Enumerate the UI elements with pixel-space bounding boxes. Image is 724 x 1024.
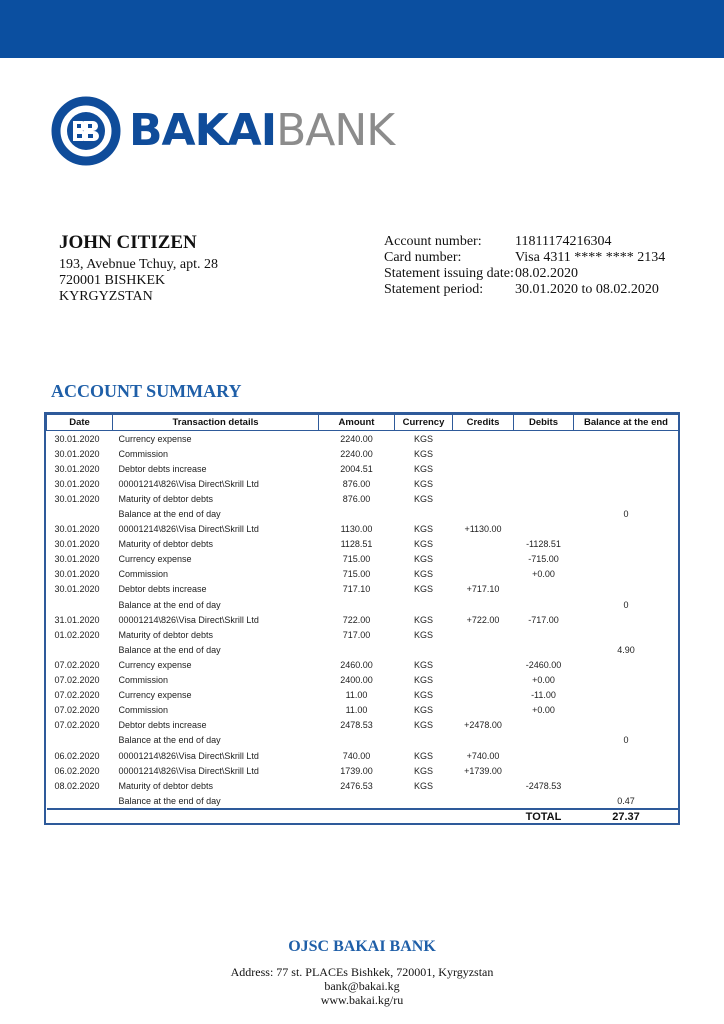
cell-balance	[574, 476, 679, 491]
cell-details: Currency expense	[118, 433, 192, 444]
meta-row-account-number	[384, 234, 665, 250]
cell-balance	[574, 537, 679, 552]
cell-balance	[574, 446, 679, 461]
cell-details: Commission	[118, 448, 169, 459]
cell-debits	[514, 627, 574, 642]
cell-date: 30.01.2020	[54, 478, 100, 489]
cell-currency: KGS	[413, 614, 433, 625]
cell-balance	[574, 491, 679, 506]
table-row	[47, 431, 679, 447]
cell-credits	[453, 793, 514, 809]
cell-debits	[514, 446, 574, 461]
footer-bank-name: OJSC BAKAI BANK	[288, 938, 436, 955]
cell-credits	[453, 506, 514, 521]
cell-details: Debtor debts increase	[118, 584, 207, 595]
column-header-date: Date	[47, 415, 113, 431]
transactions-table	[44, 412, 680, 825]
cell-date: 31.01.2020	[54, 614, 100, 625]
table-row	[47, 657, 679, 672]
cell-details: Balance at the end of day	[118, 644, 221, 655]
cell-credits: +740.00	[466, 750, 500, 761]
cell-details: Commission	[118, 705, 169, 716]
cell-amount	[319, 506, 395, 521]
cell-details: Commission	[118, 569, 169, 580]
cell-credits	[453, 446, 514, 461]
cell-currency	[395, 506, 453, 521]
cell-balance: 0	[623, 735, 629, 746]
meta-label: Statement issuing date:	[384, 266, 514, 281]
table-row	[47, 597, 679, 612]
cell-details: Debtor debts increase	[118, 720, 207, 731]
cell-debits	[514, 642, 574, 657]
table-row	[47, 537, 679, 552]
table-row	[47, 522, 679, 537]
table-total-row	[47, 809, 679, 823]
cell-credits	[453, 537, 514, 552]
cell-debits: -717.00	[528, 614, 559, 625]
cell-amount: 2240.00	[340, 448, 373, 459]
cell-date: 06.02.2020	[54, 765, 100, 776]
cell-credits	[453, 642, 514, 657]
cell-details: 00001214\826\Visa Direct\Skrill Ltd	[118, 478, 259, 489]
cell-balance	[574, 703, 679, 718]
table-row	[47, 778, 679, 793]
cell-credits	[453, 476, 514, 491]
cell-amount: 2460.00	[340, 659, 373, 670]
cell-date: 30.01.2020	[54, 584, 100, 595]
cell-details: Balance at the end of day	[118, 509, 221, 520]
cell-balance	[574, 688, 679, 703]
cell-debits	[514, 476, 574, 491]
table-row	[47, 627, 679, 642]
cell-currency: KGS	[413, 629, 433, 640]
meta-label: Account number:	[384, 234, 482, 249]
cell-debits: -1128.51	[526, 539, 561, 550]
cell-date: 30.01.2020	[54, 539, 100, 550]
cell-amount: 2400.00	[340, 675, 373, 686]
cell-debits	[514, 733, 574, 748]
cell-debits: -2478.53	[525, 780, 562, 791]
footer-contact	[0, 965, 724, 1007]
cell-debits	[514, 763, 574, 778]
cell-currency: KGS	[413, 569, 433, 580]
cell-amount: 876.00	[342, 493, 371, 504]
cell-credits	[453, 431, 514, 447]
table-row	[47, 506, 679, 521]
cell-currency: KGS	[413, 463, 433, 474]
cell-amount: 715.00	[342, 554, 371, 565]
cell-date: 30.01.2020	[54, 448, 100, 459]
footer-website: www.bakai.kg/ru	[320, 993, 404, 1007]
cell-credits	[453, 688, 514, 703]
cell-details: Maturity of debtor debts	[118, 539, 214, 550]
cell-balance: 0.47	[617, 795, 635, 806]
table-row	[47, 718, 679, 733]
table-row	[47, 793, 679, 809]
cell-details: Balance at the end of day	[118, 599, 221, 610]
cell-details: Currency expense	[118, 659, 192, 670]
cell-currency: KGS	[413, 448, 433, 459]
cell-debits	[514, 522, 574, 537]
table-row	[47, 567, 679, 582]
cell-details: Currency expense	[118, 690, 192, 701]
cell-date: 06.02.2020	[54, 750, 100, 761]
table-row	[47, 703, 679, 718]
cell-credits	[453, 778, 514, 793]
table-row	[47, 491, 679, 506]
cell-balance	[574, 461, 679, 476]
cell-amount: 2476.53	[340, 780, 373, 791]
customer-name: JOHN CITIZEN	[59, 232, 197, 253]
cell-date: 07.02.2020	[54, 675, 100, 686]
cell-amount	[319, 733, 395, 748]
cell-balance	[574, 431, 679, 447]
cell-credits: +722.00	[466, 614, 500, 625]
logo-text-light: BANK	[276, 105, 395, 156]
table-row	[47, 688, 679, 703]
cell-debits	[514, 793, 574, 809]
bank-logo-wordmark	[129, 105, 395, 156]
column-header-debits: Debits	[514, 415, 574, 431]
cell-details: Commission	[118, 675, 169, 686]
customer-address-line-3: KYRGYZSTAN	[59, 289, 153, 304]
cell-balance: 4.90	[617, 644, 635, 655]
cell-amount: 1128.51	[340, 539, 373, 550]
cell-balance: 0	[623, 599, 629, 610]
meta-label: Statement period:	[384, 282, 484, 297]
header-bar	[0, 0, 724, 58]
cell-amount: 11.00	[345, 690, 368, 701]
cell-details: 00001214\826\Visa Direct\Skrill Ltd	[118, 524, 259, 535]
bank-logo	[51, 96, 394, 166]
cell-credits	[453, 703, 514, 718]
cell-date: 07.02.2020	[54, 720, 100, 731]
cell-date: 30.01.2020	[54, 463, 100, 474]
cell-debits: -715.00	[528, 554, 559, 565]
cell-balance	[574, 522, 679, 537]
column-header-amount: Amount	[319, 415, 395, 431]
cell-date: 07.02.2020	[54, 705, 100, 716]
cell-amount: 717.00	[342, 629, 371, 640]
table-row	[47, 733, 679, 748]
table-body	[47, 431, 679, 810]
cell-amount: 2004.51	[340, 463, 373, 474]
cell-details: Balance at the end of day	[118, 735, 221, 746]
meta-value: 30.01.2020 to 08.02.2020	[515, 282, 659, 297]
cell-details: Balance at the end of day	[118, 795, 221, 806]
customer-address-line-1: 193, Avebnue Tchuy, apt. 28	[59, 257, 218, 272]
table-row	[47, 748, 679, 763]
total-label: TOTAL	[514, 809, 574, 823]
cell-balance: 0	[623, 509, 629, 520]
cell-balance	[574, 627, 679, 642]
table-row	[47, 461, 679, 476]
total-spacer	[47, 809, 514, 823]
column-header-balance: Balance at the end	[574, 415, 679, 431]
cell-date	[47, 733, 113, 748]
cell-amount: 717.10	[342, 584, 371, 595]
cell-credits	[453, 673, 514, 688]
cell-date	[47, 597, 113, 612]
cell-credits: +2478.00	[464, 720, 502, 731]
table-row	[47, 582, 679, 597]
table-row	[47, 673, 679, 688]
cell-amount: 876.00	[342, 478, 371, 489]
meta-value: Visa 4311 **** **** 2134	[515, 250, 666, 265]
cell-amount: 1130.00	[340, 524, 373, 535]
bank-logo-icon	[51, 96, 121, 166]
cell-debits	[514, 491, 574, 506]
cell-details: Maturity of debtor debts	[118, 629, 214, 640]
cell-credits	[453, 491, 514, 506]
cell-credits	[453, 627, 514, 642]
table-row	[47, 552, 679, 567]
cell-balance	[574, 567, 679, 582]
table-row	[47, 763, 679, 778]
cell-amount: 1739.00	[340, 765, 373, 776]
cell-credits	[453, 657, 514, 672]
cell-amount	[319, 642, 395, 657]
table-row	[47, 642, 679, 657]
cell-credits	[453, 461, 514, 476]
cell-date	[47, 506, 113, 521]
cell-currency: KGS	[413, 675, 433, 686]
cell-debits	[514, 431, 574, 447]
meta-row-card-number	[384, 250, 665, 266]
cell-debits	[514, 506, 574, 521]
cell-debits	[514, 718, 574, 733]
cell-credits	[453, 597, 514, 612]
statement-meta	[384, 234, 665, 298]
column-header-currency: Currency	[395, 415, 453, 431]
cell-balance	[574, 778, 679, 793]
cell-balance	[574, 582, 679, 597]
cell-debits	[514, 582, 574, 597]
cell-balance	[574, 673, 679, 688]
meta-value: 08.02.2020	[515, 266, 578, 281]
table-row	[47, 612, 679, 627]
cell-date: 30.01.2020	[54, 493, 100, 504]
cell-currency	[395, 642, 453, 657]
cell-balance	[574, 763, 679, 778]
cell-debits: +0.00	[532, 705, 555, 716]
logo-text-bold: BAKAI	[129, 105, 277, 156]
meta-row-issuing-date	[384, 266, 665, 282]
cell-date: 07.02.2020	[54, 659, 100, 670]
cell-balance	[574, 552, 679, 567]
cell-amount	[319, 597, 395, 612]
cell-debits	[514, 597, 574, 612]
cell-debits	[514, 748, 574, 763]
cell-balance	[574, 612, 679, 627]
table-row	[47, 446, 679, 461]
meta-label: Card number:	[384, 250, 462, 265]
cell-currency	[395, 597, 453, 612]
cell-currency: KGS	[413, 705, 433, 716]
cell-details: 00001214\826\Visa Direct\Skrill Ltd	[118, 765, 259, 776]
footer-email: bank@bakai.kg	[324, 979, 400, 993]
cell-currency: KGS	[413, 720, 433, 731]
cell-credits: +1130.00	[464, 524, 502, 535]
table-row	[47, 476, 679, 491]
cell-currency: KGS	[413, 433, 433, 444]
account-summary-title: ACCOUNT SUMMARY	[51, 381, 242, 401]
meta-row-statement-period	[384, 282, 665, 298]
cell-details: Debtor debts increase	[118, 463, 207, 474]
cell-currency: KGS	[413, 765, 433, 776]
cell-date: 30.01.2020	[54, 569, 100, 580]
cell-currency	[395, 733, 453, 748]
cell-date: 30.01.2020	[54, 433, 100, 444]
cell-currency: KGS	[413, 780, 433, 791]
cell-currency: KGS	[413, 524, 433, 535]
customer-address-line-2: 720001 BISHKEK	[59, 273, 166, 288]
cell-details: Maturity of debtor debts	[118, 780, 214, 791]
cell-amount: 2240.00	[340, 433, 373, 444]
total-value: 27.37	[574, 809, 679, 823]
cell-date: 07.02.2020	[54, 690, 100, 701]
cell-amount	[319, 793, 395, 809]
cell-balance	[574, 748, 679, 763]
cell-date: 30.01.2020	[54, 554, 100, 565]
cell-date	[47, 642, 113, 657]
cell-debits: +0.00	[532, 675, 555, 686]
cell-debits: -2460.00	[525, 659, 562, 670]
cell-amount: 722.00	[342, 614, 371, 625]
cell-currency: KGS	[413, 584, 433, 595]
cell-date: 08.02.2020	[54, 780, 100, 791]
cell-credits: +717.10	[466, 584, 500, 595]
cell-debits: -11.00	[531, 690, 556, 701]
cell-currency: KGS	[413, 690, 433, 701]
cell-currency: KGS	[413, 539, 433, 550]
cell-details: 00001214\826\Visa Direct\Skrill Ltd	[118, 614, 259, 625]
cell-details: 00001214\826\Visa Direct\Skrill Ltd	[118, 750, 259, 761]
cell-balance	[574, 718, 679, 733]
cell-date: 30.01.2020	[54, 524, 100, 535]
cell-credits	[453, 552, 514, 567]
cell-debits	[514, 461, 574, 476]
customer-block	[59, 232, 218, 305]
column-header-details: Transaction details	[113, 415, 319, 431]
cell-details: Maturity of debtor debts	[118, 493, 214, 504]
column-header-credits: Credits	[453, 415, 514, 431]
cell-amount: 2478.53	[340, 720, 373, 731]
cell-currency: KGS	[413, 478, 433, 489]
cell-credits	[453, 733, 514, 748]
table-header-row	[47, 415, 679, 431]
meta-value: 11811174216304	[515, 234, 612, 249]
cell-currency: KGS	[413, 554, 433, 565]
footer-address: Address: 77 st. PLACEs Bishkek, 720001, Kyrgyzstan	[230, 965, 494, 979]
cell-amount: 11.00	[345, 705, 368, 716]
cell-credits	[453, 567, 514, 582]
cell-currency	[395, 793, 453, 809]
cell-amount: 715.00	[342, 569, 371, 580]
cell-details: Currency expense	[118, 554, 192, 565]
cell-debits: +0.00	[532, 569, 555, 580]
cell-currency: KGS	[413, 493, 433, 504]
cell-date: 01.02.2020	[54, 629, 100, 640]
cell-balance	[574, 657, 679, 672]
cell-amount: 740.00	[342, 750, 371, 761]
cell-currency: KGS	[413, 750, 433, 761]
cell-currency: KGS	[413, 659, 433, 670]
cell-date	[47, 793, 113, 809]
cell-credits: +1739.00	[464, 765, 502, 776]
